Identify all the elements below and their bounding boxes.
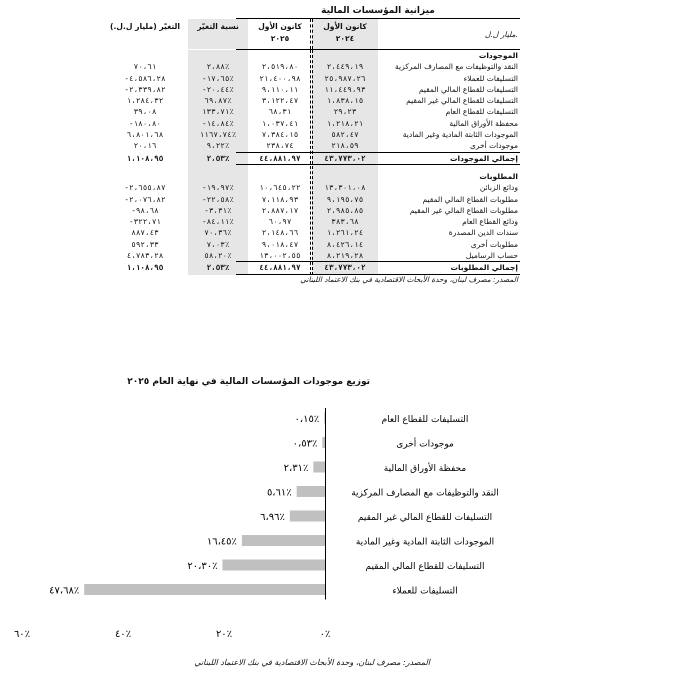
value-2024: ٨،٤٢٦،١٤	[326, 239, 364, 249]
value-2025: ٢٣٨،٧٤	[266, 141, 294, 151]
bar-value-label: ٠،٥٣٪	[292, 438, 318, 450]
unit-label: مليار ل.ل.	[484, 30, 518, 39]
table-body	[124, 50, 520, 275]
table-source-wrap	[236, 275, 520, 287]
change-amount: ٧٠،٦١	[133, 62, 157, 72]
row-label: التسليفات للقطاع المالي المقيم	[418, 84, 518, 94]
row-label: إجمالي المطلوبات	[450, 263, 518, 273]
change-amount: ٢٠،١٦	[133, 141, 157, 151]
change-percent: ٩،٢٢٪	[206, 141, 230, 151]
value-2024: ٨،٢١٩،٢٨	[326, 251, 364, 261]
category-label: موجودات أخرى	[396, 439, 454, 450]
header-2025-year: ٢٠٢٥	[270, 34, 290, 43]
value-2025: ٦٨،٣١	[268, 107, 292, 117]
value-2025: ٢،٨٨٧،١٧	[261, 205, 299, 215]
value-2024: ٤٣،٧٧٣،٠٢	[324, 153, 366, 163]
value-2024: ٥٨٢،٤٧	[331, 130, 359, 140]
assets-distribution-chart	[0, 400, 697, 650]
change-percent: -٨٤،١١٪	[201, 217, 234, 227]
row-label: ودائع القطاع العام	[462, 217, 518, 227]
change-percent: -٢٢،٥٨٪	[201, 194, 234, 204]
chart-bar	[322, 437, 325, 448]
change-percent: ٢،٨٨٪	[206, 62, 230, 72]
assets-total-row	[126, 152, 520, 165]
change-amount: -٤،٥٨٦،٢٨	[124, 73, 166, 83]
change-amount: -١٨٠،٨٠	[128, 118, 161, 128]
value-2025: ٤٤،٨٨١،٩٧	[259, 153, 301, 163]
change-percent: -١٩،٩٧٪	[201, 183, 234, 193]
category-label: التسليفات للقطاع المالي المقيم	[365, 562, 485, 572]
value-2025: ٤٤،٨٨١،٩٧	[259, 263, 301, 273]
table-source: المصدر: مصرف لبنان، وحدة الأبحاث الاقتصادية في بنك الاعتماد اللبناني	[300, 274, 518, 284]
section-assets	[236, 50, 520, 61]
change-amount: -٢،٠٧٦،٨٢	[124, 194, 166, 204]
row-label: مطلوبات أخرى	[470, 239, 518, 249]
row-label: إجمالي الموجودات	[449, 153, 518, 163]
table-row	[124, 84, 520, 95]
row-label: التسليفات للعملاء	[463, 73, 518, 83]
header-change: التغيّر (مليار ل.ل.)	[110, 22, 180, 31]
change-percent: ٦٩،٨٧٪	[204, 96, 232, 106]
value-2024: ٢٥،٩٨٧،٢٦	[324, 73, 366, 83]
header-2025	[248, 19, 312, 49]
change-amount: -٩٨،٦٨	[131, 205, 159, 215]
value-2025: ١،٠٣٧،٤١	[261, 118, 299, 128]
bar-value-label: ٠،١٥٪	[294, 414, 320, 425]
chart-bar	[313, 462, 325, 473]
change-amount: ٤،٧٨٣،٢٨	[126, 251, 164, 261]
table-row	[131, 239, 520, 250]
value-2024: ٤٣،٧٧٣،٠٢	[324, 263, 366, 273]
section-liabilities	[236, 171, 520, 182]
row-label: الموجودات الثابتة المادية وغير المادية	[402, 130, 518, 140]
x-tick-label: ٤٠٪	[114, 629, 132, 640]
category-label: التسليفات للعملاء	[392, 586, 458, 597]
table-row	[124, 194, 520, 205]
x-tick-label: ٠٪	[319, 629, 331, 640]
x-tick-label: ٦٠٪	[13, 629, 31, 640]
row-label: حساب الرساميل	[465, 251, 518, 261]
table-row	[131, 205, 520, 216]
bar-value-label: ٢،٣١٪	[283, 463, 309, 474]
change-percent: -١٧،٦٥٪	[201, 73, 234, 83]
section-assets-title: الموجودات	[478, 51, 518, 60]
header-2024-year: ٢٠٢٤	[335, 34, 355, 43]
change-amount: -٢،٣٣٩،٨٢	[124, 84, 166, 94]
value-2024: ٩،١٩٥،٧٥	[326, 194, 364, 204]
change-amount: ٥٩٢،٣٣	[131, 239, 159, 249]
category-label: النقد والتوظيفات مع المصارف المركزية	[351, 488, 499, 499]
row-label: ودائع الزبائن	[479, 183, 518, 193]
value-2024: ١،٢١٨،٢١	[326, 118, 364, 128]
change-amount: ١،٢٨٤،٣٢	[126, 96, 164, 106]
change-amount: ٣٩،٠٨	[133, 107, 157, 117]
header-2024	[312, 19, 378, 49]
value-2025: ١٠،٦٤٥،٢٢	[259, 183, 301, 193]
assets-rows	[124, 61, 520, 151]
table-row	[126, 95, 520, 106]
table-row	[128, 216, 520, 227]
value-2024: ١١،٤٤٩،٩٣	[324, 84, 366, 94]
change-percent: ١١٦٧،٧٤٪	[199, 130, 237, 140]
chart-source: المصدر: مصرف لبنان، وحدة الأبحاث الاقتصادية في بنك الاعتماد اللبناني	[194, 658, 430, 667]
value-2025: ٢،٥١٩،٨٠	[261, 62, 299, 72]
value-2025: ٧،١١٨،٩٣	[261, 194, 299, 204]
bar-value-label: ٥،٦١٪	[266, 487, 292, 499]
change-percent: -٢٠،٤٤٪	[201, 84, 234, 94]
value-2025: ١٣،٠٠٢،٥٥	[259, 251, 301, 261]
value-2024: ١٣،٣٠١،٠٨	[324, 183, 366, 193]
chart-bar	[324, 413, 325, 424]
change-amount: ٨٨٧،٤٣	[131, 228, 159, 238]
table-row	[133, 140, 520, 151]
section-liabilities-title: المطلوبات	[479, 171, 518, 181]
header-2025-month: كانون الأول	[258, 22, 302, 31]
bar-value-label: ٢٠،٣٠٪	[187, 561, 218, 572]
bar-value-label: ٦،٩٦٪	[260, 512, 285, 523]
change-amount: -٢،٦٥٥،٨٧	[124, 183, 166, 193]
liabilities-total-row	[126, 261, 520, 274]
change-percent: ٥٨،٢٠٪	[204, 251, 232, 261]
table-row	[131, 227, 520, 238]
bar-value-label: ٤٧،٦٨٪	[49, 585, 80, 597]
row-label: موجودات أخرى	[470, 141, 518, 151]
chart-bar	[297, 486, 325, 497]
change-amount: ١،١٠٨،٩٥	[126, 153, 164, 163]
table-row	[133, 61, 520, 72]
table-row	[126, 129, 520, 140]
change-percent: ٧٠،٣٦٪	[204, 228, 232, 238]
change-amount: ١،١٠٨،٩٥	[126, 263, 164, 273]
value-2024: ٣٨٣،٦٨	[331, 217, 359, 227]
change-percent: ٧،٠٣٪	[206, 239, 230, 249]
table-row	[133, 106, 520, 117]
category-label: التسليفات للقطاع المالي غير المقيم	[357, 513, 493, 523]
table-title: ميزانية المؤسسات المالية	[321, 6, 435, 16]
change-percent: ١٣٣،٧١٪	[201, 107, 234, 117]
value-2025: ٣،١٢٢،٤٧	[261, 96, 299, 106]
category-label: التسليفات للقطاع العام	[381, 415, 469, 425]
table-header	[110, 18, 520, 50]
table-row	[126, 250, 520, 261]
balance-sheet-table	[110, 4, 520, 287]
value-2025: ٦٠،٩٧	[268, 217, 292, 227]
header-2024-month: كانون الأول	[323, 22, 367, 31]
category-label: محفظة الأوراق المالية	[383, 464, 467, 474]
row-label: التسليفات للقطاع العام	[445, 107, 518, 117]
value-2025: ٢١،٤٠٠،٩٨	[259, 73, 301, 83]
change-amount: ٦،٨٠١،٦٨	[126, 130, 164, 140]
header-pct: نسبة التغيّر	[197, 22, 239, 31]
value-2024: ٢،٩٨٥،٨٥	[326, 205, 364, 215]
row-label: مطلوبات القطاع المالي غير المقيم	[409, 205, 518, 215]
row-label: النقد والتوظيفات مع المصارف المركزية	[395, 62, 518, 72]
row-label: التسليفات للقطاع المالي غير المقيم	[406, 96, 518, 106]
chart-bar	[290, 511, 325, 522]
row-label: محفظة الأوراق المالية	[449, 118, 518, 128]
table-row	[124, 73, 520, 84]
row-label: سندات الدين المصدرة	[448, 228, 518, 238]
change-percent: ٢،٥٣٪	[206, 263, 230, 273]
value-2025: ٩،٠١٨،٤٧	[261, 239, 299, 249]
change-percent: ٢،٥٣٪	[206, 153, 230, 163]
value-2025: ٧،٣٨٤،١٥	[261, 130, 299, 140]
value-2024: ١،٨٣٨،١٥	[326, 96, 364, 106]
bar-value-label: ١٦،٤٥٪	[206, 536, 237, 548]
chart-bar	[84, 584, 325, 595]
table-row	[124, 182, 520, 193]
table-row	[128, 118, 520, 129]
value-2024: ٢،٤٤٩،١٩	[326, 62, 364, 72]
chart-bar	[242, 535, 325, 546]
row-label: مطلوبات القطاع المالي المقيم	[422, 194, 518, 204]
value-2024: ٢١٨،٥٩	[331, 141, 359, 151]
value-2024: ١،٢٦١،٢٤	[326, 228, 364, 238]
change-percent: -٣،٣١٪	[204, 205, 232, 215]
value-2025: ٢،١٤٨،٦٦	[261, 228, 299, 238]
liabilities-rows	[124, 182, 520, 261]
change-amount: -٣٢٢،٧١	[128, 217, 161, 227]
value-2024: ٢٩،٢٣	[333, 107, 357, 117]
value-2025: ٩،١١٠،١١	[261, 84, 299, 94]
chart-title: توزيع موجودات المؤسسات المالية في نهاية العام ٢٠٢٥	[127, 377, 370, 387]
category-label: الموجودات الثابتة المادية وغير المادية	[355, 537, 495, 548]
chart-bar	[222, 560, 325, 571]
change-percent: -١٤،٨٤٪	[201, 118, 234, 128]
x-tick-label: ٢٠٪	[215, 629, 233, 640]
